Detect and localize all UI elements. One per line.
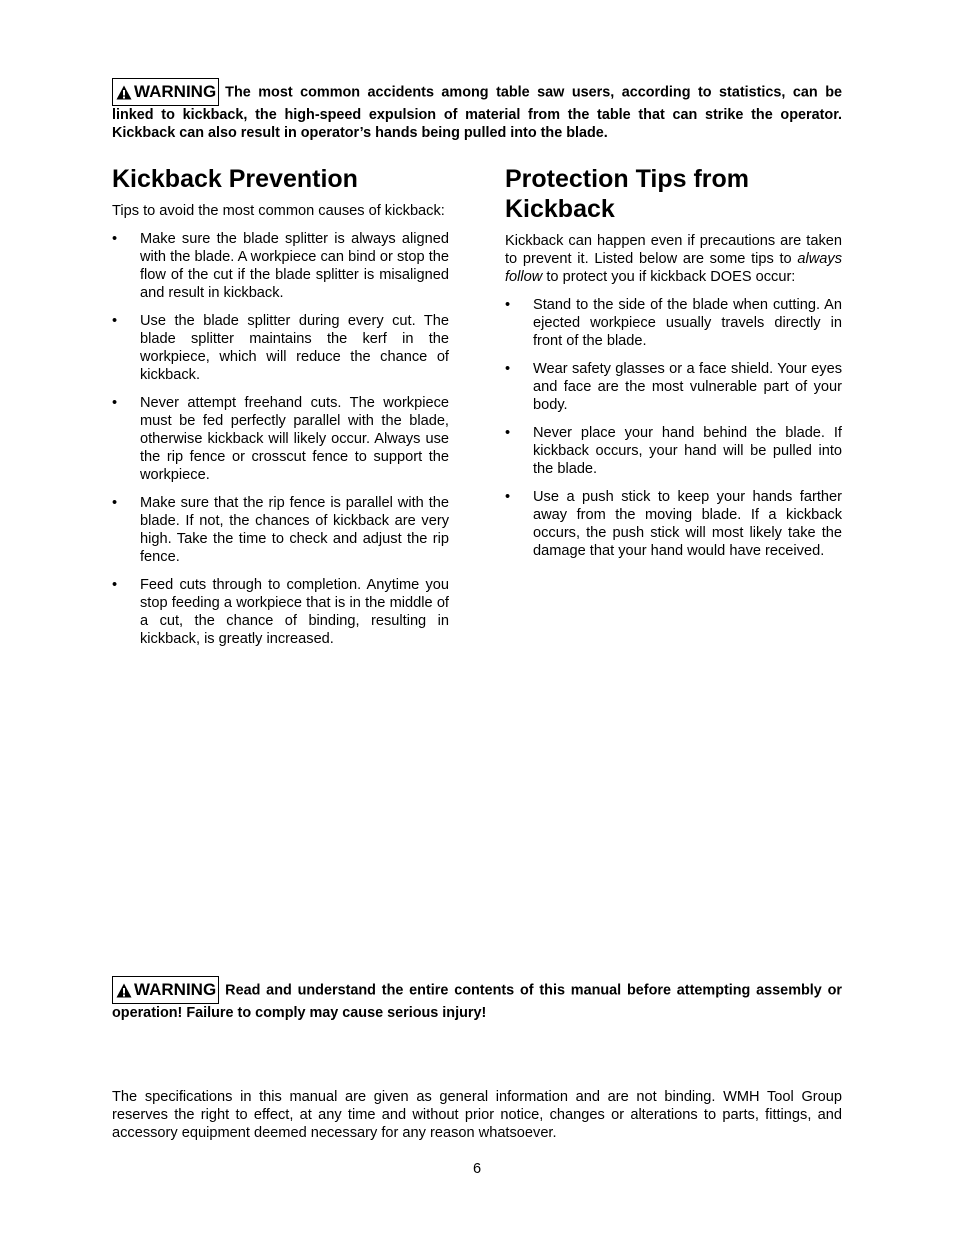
protection-tips-intro: Kickback can happen even if precautions are taken to prevent it. Listed below are some tips to always follow to protect you if kickback DOES occur: — [505, 233, 842, 285]
warning-triangle-icon — [116, 983, 132, 998]
list-item: • Make sure that the rip fence is parallel with the blade. If not, the chances of kickback are very high. Take the time to check and adjust the rip fence. — [112, 495, 449, 565]
warning-bottom — [112, 976, 842, 1022]
warning-triangle-icon — [116, 85, 132, 100]
protection-tips-list — [505, 296, 842, 560]
bullet-icon: • — [112, 577, 118, 593]
list-item: • Wear safety glasses or a face shield. Your eyes and face are the most vulnerable part of your body. — [505, 361, 842, 413]
warning-badge — [112, 78, 219, 106]
protection-tips-heading: Protection Tips from Kickback — [505, 165, 750, 223]
warning-badge-label: WARNING — [134, 82, 217, 101]
warning-bottom-text: Read and understand the entire contents of this manual before attempting assembly or operation! Failure to comply may cause serious injury! — [112, 982, 842, 1021]
list-item: • Stand to the side of the blade when cutting. An ejected workpiece usually travels directly in front of the blade. — [505, 297, 842, 349]
bullet-icon: • — [112, 495, 118, 511]
list-item: • Never attempt freehand cuts. The workpiece must be fed perfectly parallel with the blade, otherwise kickback will likely occur. Always use the rip fence or crosscut fence to support the workpiece. — [112, 395, 449, 483]
kickback-prevention-section — [112, 164, 449, 658]
bullet-icon: • — [112, 231, 118, 247]
bullet-icon: • — [112, 395, 118, 411]
bullet-icon: • — [505, 425, 511, 441]
bullet-icon: • — [505, 297, 511, 313]
warning-badge-label: WARNING — [134, 980, 217, 999]
list-item: • Use a push stick to keep your hands farther away from the moving blade. If a kickback occurs, the push stick will most likely take the damage that your hand would have received. — [505, 489, 842, 559]
warning-top-text: The most common accidents among table saw users, according to statistics, can be linked to kickback, the high-speed expulsion of material from the table that can strike the operator. Kickback can also result in operator’s hands being pulled into the blade. — [112, 84, 842, 141]
specifications-note: The specifications in this manual are given as general information and are not binding. WMH Tool Group reserves the right to effect, at any time and without prior notice, changes or alterations to parts, fittings, and accessory equipment deemed necessary for any reason whatsoever. — [112, 1089, 842, 1141]
warning-top — [112, 78, 842, 142]
list-item: • Never place your hand behind the blade. If kickback occurs, your hand will be pulled into the blade. — [505, 425, 842, 477]
list-item: • Feed cuts through to completion. Anytime you stop feeding a workpiece that is in the middle of a cut, the chance of binding, resulting in kickback, is greatly increased. — [112, 577, 449, 647]
emphasis-text: always follow — [505, 251, 842, 285]
kickback-prevention-heading: Kickback Prevention — [112, 165, 358, 193]
bullet-icon: • — [505, 489, 511, 505]
bullet-icon: • — [112, 313, 118, 329]
protection-tips-section — [505, 164, 842, 570]
warning-badge — [112, 976, 219, 1004]
kickback-prevention-list — [112, 230, 449, 648]
list-item: • Use the blade splitter during every cut. The blade splitter maintains the kerf in the workpiece, which will reduce the chance of kickback. — [112, 313, 449, 383]
list-item: • Make sure the blade splitter is always aligned with the blade. A workpiece can bind or stop the flow of the cut if the blade splitter is misaligned and result in kickback. — [112, 231, 449, 301]
page-number: 6 — [472, 1161, 482, 1177]
kickback-prevention-intro: Tips to avoid the most common causes of kickback: — [112, 203, 445, 219]
bullet-icon: • — [505, 361, 511, 377]
